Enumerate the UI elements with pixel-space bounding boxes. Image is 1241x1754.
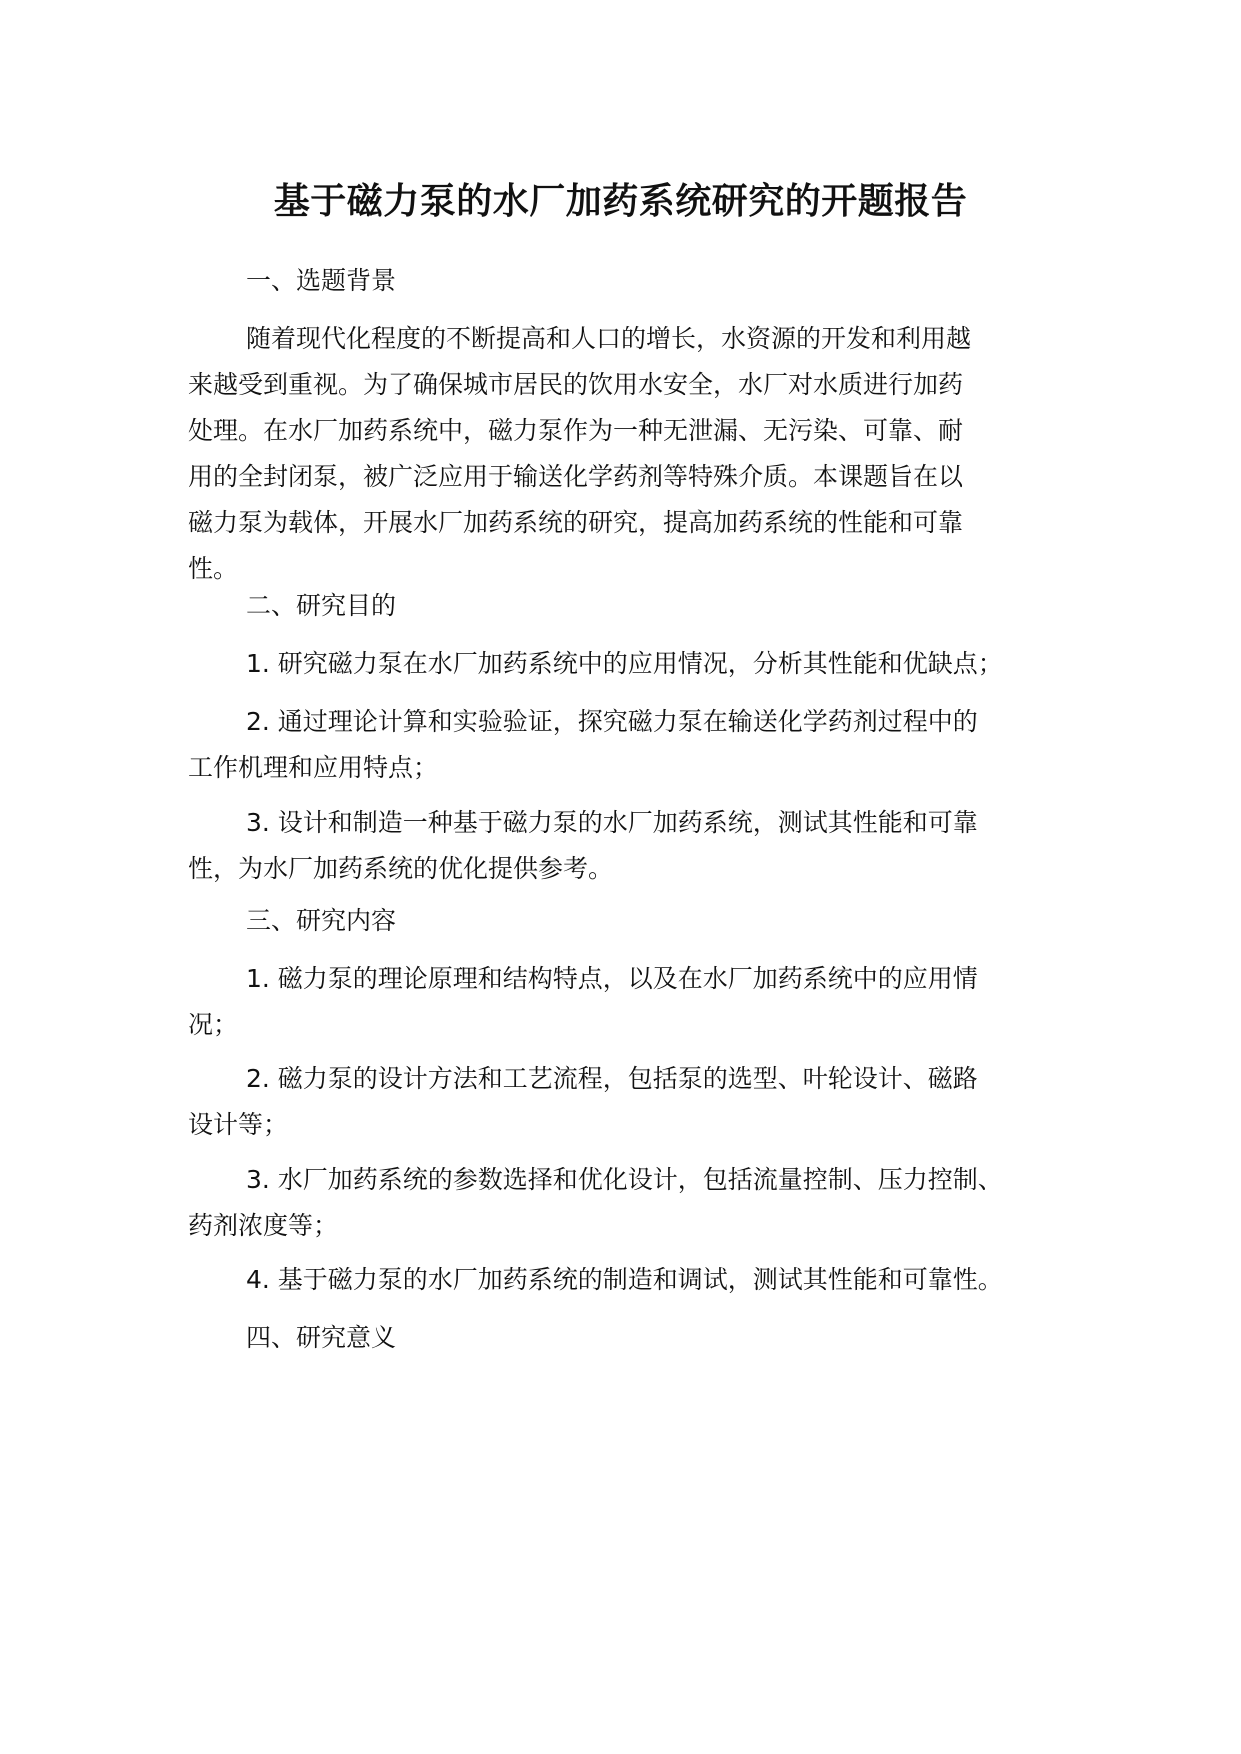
content-item-1 — [188, 956, 1072, 1048]
content-item-2 — [188, 1056, 1072, 1148]
paragraph-line: 1. 研究磁力泵在水厂加药系统中的应用情况，分析其性能和优缺点； — [246, 649, 1003, 678]
content-item-3 — [188, 1157, 1072, 1249]
paragraph-line: 4. 基于磁力泵的水厂加药系统的制造和调试，测试其性能和可靠性。 — [246, 1265, 1003, 1294]
purpose-item-2 — [188, 699, 1072, 791]
document-title: 基于磁力泵的水厂加药系统研究的开题报告 — [273, 181, 968, 222]
paragraph-line: 工作机理和应用特点； — [188, 753, 439, 782]
paragraph-line: 3. 设计和制造一种基于磁力泵的水厂加药系统，测试其性能和可靠 — [246, 808, 978, 837]
paragraph-line: 况； — [188, 1010, 239, 1039]
section-heading-significance: 四、研究意义 — [246, 1323, 397, 1352]
paragraph-line: 2. 通过理论计算和实验验证，探究磁力泵在输送化学药剂过程中的 — [246, 707, 978, 736]
section-heading-content: 三、研究内容 — [246, 906, 397, 935]
purpose-item-1 — [188, 641, 1072, 687]
purpose-item-3 — [188, 800, 1072, 892]
paragraph-line: 来越受到重视。为了确保城市居民的饮用水安全，水厂对水质进行加药 — [188, 370, 964, 399]
section-heading-background: 一、选题背景 — [246, 266, 397, 295]
paragraph-line: 2. 磁力泵的设计方法和工艺流程，包括泵的选型、叶轮设计、磁路 — [246, 1064, 978, 1093]
paragraph-line: 1. 磁力泵的理论原理和结构特点，以及在水厂加药系统中的应用情 — [246, 964, 978, 993]
section-heading-purpose: 二、研究目的 — [246, 591, 397, 620]
paragraph-background — [188, 316, 1072, 592]
paragraph-line: 磁力泵为载体，开展水厂加药系统的研究，提高加药系统的性能和可靠 — [188, 508, 964, 537]
paragraph-line: 药剂浓度等； — [188, 1211, 339, 1240]
paragraph-line: 性，为水厂加药系统的优化提供参考。 — [188, 854, 614, 883]
paragraph-line: 3. 水厂加药系统的参数选择和优化设计，包括流量控制、压力控制、 — [246, 1165, 1003, 1194]
paragraph-line: 处理。在水厂加药系统中，磁力泵作为一种无泄漏、无污染、可靠、耐 — [188, 416, 964, 445]
paragraph-line: 性。 — [188, 554, 239, 583]
paragraph-line: 用的全封闭泵，被广泛应用于输送化学药剂等特殊介质。本课题旨在以 — [188, 462, 964, 491]
content-item-4 — [188, 1257, 1072, 1303]
paragraph-line: 设计等； — [188, 1110, 289, 1139]
paragraph-line: 随着现代化程度的不断提高和人口的增长，水资源的开发和利用越 — [246, 324, 972, 353]
